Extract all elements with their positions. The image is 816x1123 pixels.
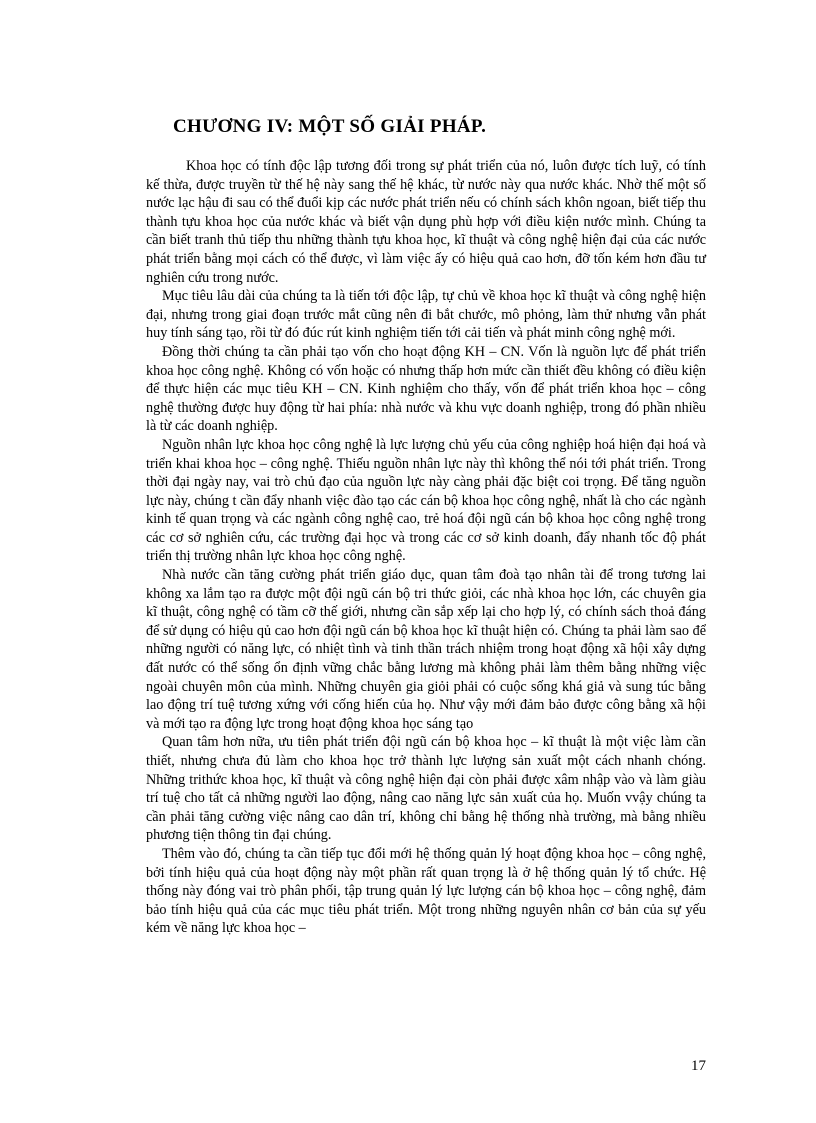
paragraph: Nguồn nhân lực khoa học công nghệ là lực lượng chủ yếu của công nghiệp hoá hiện đại hoá và triển khai khoa học – công nghệ. Thiếu nguồn nhân lực này thì không thể nói tới phát triển. Trong thời đại ngày nay, vai trò chủ đạo của nguồn lực này càng phải đặc biệt coi trọng. Để tăng nguồn lực này, chúng t cần đẩy nhanh việc đào tạo các cán bộ khoa học công nghệ, nhất là cho các ngành kinh tế quan trọng và các ngành công nghệ cao, trẻ hoá đội ngũ cán bộ khoa học công nghệ trong các cơ sở nghiên cứu, các trường đại học và trong các cơ sở kinh doanh, đẩy nhanh tốc độ phát triển thị trường nhân lực khoa học công nghệ. bbox=[146, 436, 706, 565]
paragraph: Thêm vào đó, chúng ta cần tiếp tục đổi mới hệ thống quản lý hoạt động khoa học – công nghệ, bởi tính hiệu quả của hoạt động này một phần rất quan trọng là ở hệ thống quản lý tổ chức. Hệ thống này đóng vai trò phân phối, tập trung quản lý lực lượng cán bộ khoa học – công nghệ, đảm bảo tính hiệu quả của các mục tiêu phát triển. Một trong những nguyên nhân cơ bản của sự yếu kém về năng lực khoa học – bbox=[146, 845, 706, 937]
chapter-title: CHƯƠNG IV: MỘT SỐ GIẢI PHÁP. bbox=[173, 116, 487, 137]
page-number: 17 bbox=[691, 1058, 706, 1074]
body-text bbox=[146, 157, 706, 938]
paragraph: Nhà nước cần tăng cường phát triển giáo dục, quan tâm đoà tạo nhân tài để trong tương lai không xa lắm tạo ra được một đội ngũ cán bộ tri thức giỏi, các nhà khoa học lớn, các chuyên gia kĩ thuật, công nghệ có tầm cỡ thế giới, nhưng cần sắp xếp lại cho hợp lý, có chính sách thoả đáng để sử dụng có hiệu qủ cao hơn đội ngũ cán bộ khoa học kĩ thuật hiện có. Chúng ta phải làm sao để những người có năng lực, có nhiệt tình và tinh thần trách nhiệm trong hoạt động xã hội xây dựng đất nước có thể sống ổn định vững chắc bằng lương mà không phải làm thêm bằng những việc ngoài chuyên môn của mình. Những chuyên gia giỏi phải có cuộc sống khá giả và sung túc bằng lao động trí tuệ tương xứng với cống hiến của họ. Như vậy mới đảm bảo được công bằng xã hội và mới tạo ra động lực trong hoạt động khoa học sáng tạo bbox=[146, 567, 706, 732]
paragraph: Quan tâm hơn nữa, ưu tiên phát triển đội ngũ cán bộ khoa học – kĩ thuật là một việc làm cần thiết, nhưng chưa đủ làm cho khoa học trở thành lực lượng sản xuất một cách nhanh chóng. Những trithức khoa học, kĩ thuật và công nghệ hiện đại còn phải được xâm nhập vào và làm giàu trí tuệ cho tất cả những người lao động, nâng cao năng lực sản xuất của họ. Muốn vvậy chúng ta cần phải tăng cường việc nâng cao dân trí, không chỉ bằng hệ thống nhà trường, mà bằng nhiều phương tiện thông tin đại chúng. bbox=[146, 734, 706, 844]
paragraph: Khoa học có tính độc lập tương đối trong sự phát triển của nó, luôn được tích luỹ, có tính kế thừa, được truyền từ thế hệ này sang thế hệ khác, từ nước này qua nước khác. Nhờ thế một số nước lạc hậu đi sau có thể đuổi kịp các nước phát triển nếu có chính sách khôn ngoan, biết tiếp thu thành tựu khoa học của nước khác và biết vận dụng phù hợp với điều kiện nước mình. Chúng ta cần biết tranh thủ tiếp thu những thành tựu khoa học, kĩ thuật và công nghệ hiện đại của các nước phát triển bằng mọi cách có thể được, vì làm việc ấy có hiệu quả cao hơn, đỡ tốn kém hơn đầu tư nghiên cứu trong nước. bbox=[146, 158, 706, 286]
paragraph: Đồng thời chúng ta cần phải tạo vốn cho hoạt động KH – CN. Vốn là nguồn lực để phát triển khoa học công nghệ. Không có vốn hoặc có nhưng thấp hơn mức cần thiết đều không có điều kiện để thực hiện các mục tiêu KH – CN. Kinh nghiệm cho thấy, vốn để phát triển khoa học – công nghệ thường được huy động từ hai phía: nhà nước và khu vực doanh nghiệp, trong đó phần nhiều là từ các doanh nghiệp. bbox=[146, 343, 706, 435]
paragraph: Mục tiêu lâu dài của chúng ta là tiến tới độc lập, tự chủ về khoa học kĩ thuật và công nghệ hiện đại, nhưng trong giai đoạn trước mắt cũng nên đi bắt chước, mô phỏng, làm thử nhưng vẫn phát huy tính sáng tạo, rồi từ đó đúc rút kinh nghiệm tiến tới cải tiến và phát minh công nghệ mới. bbox=[146, 288, 706, 342]
